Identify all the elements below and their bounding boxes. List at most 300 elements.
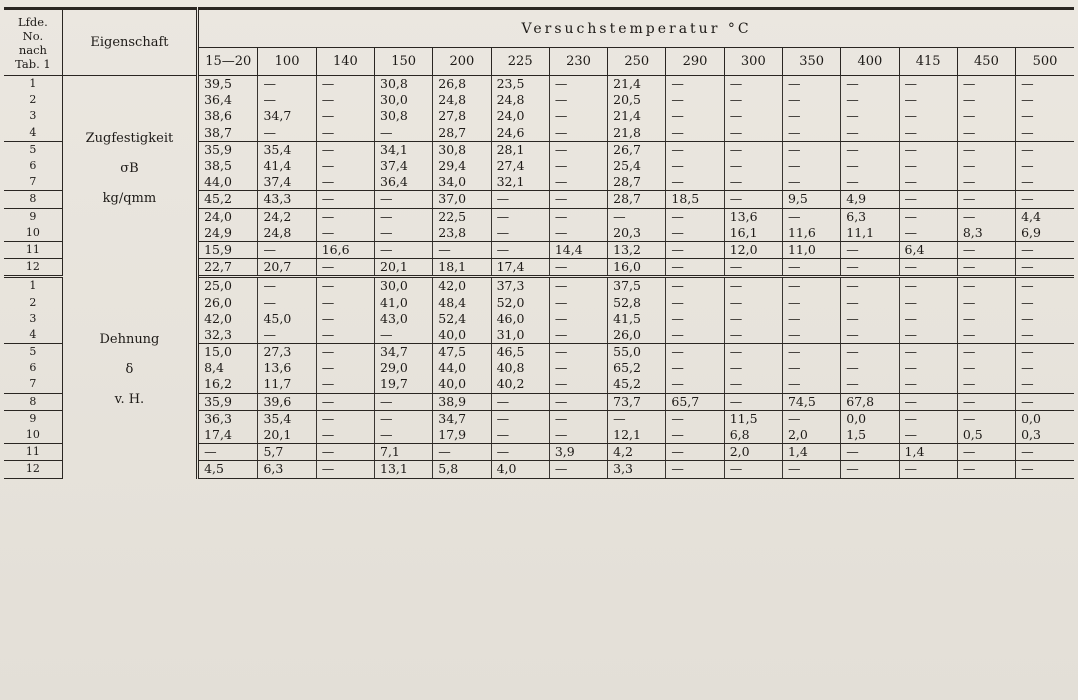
value-cell: — [841,92,899,108]
value-cell: — [782,141,840,158]
value-cell: — [841,344,899,361]
value-cell: — [724,461,782,478]
value-cell: — [782,92,840,108]
value-cell: — [957,461,1015,478]
row-number: 8 [4,191,62,208]
value-cell: 0,0 [841,410,899,427]
value-cell: 1,4 [899,444,957,461]
value-cell: — [841,141,899,158]
value-cell: — [957,444,1015,461]
row-number: 3 [4,108,62,124]
value-cell: 25,4 [608,158,666,174]
value-cell: — [549,311,607,327]
value-cell: — [1016,360,1074,376]
value-cell: — [957,327,1015,344]
row-number: 11 [4,444,62,461]
value-cell: — [899,344,957,361]
value-cell: — [666,427,724,444]
value-cell: — [841,294,899,310]
value-cell: — [549,376,607,393]
temp-header: 400 [841,48,899,76]
value-cell: 34,0 [433,174,491,191]
value-cell: — [841,259,899,277]
value-cell: 35,9 [198,393,258,410]
value-cell: — [841,125,899,142]
value-cell: — [666,259,724,277]
value-cell: — [549,461,607,478]
row-number: 7 [4,174,62,191]
value-cell: 6,3 [258,461,316,478]
value-cell: 35,4 [258,410,316,427]
value-cell: 23,8 [433,225,491,242]
value-cell: — [549,208,607,225]
table-row [4,76,1074,93]
value-cell: — [957,360,1015,376]
value-cell: — [957,141,1015,158]
value-cell: — [666,344,724,361]
value-cell: — [666,174,724,191]
value-cell: — [957,311,1015,327]
value-cell: — [491,191,549,208]
row-number: 12 [4,461,62,478]
value-cell: 48,4 [433,294,491,310]
value-cell: — [316,410,374,427]
value-cell: — [549,158,607,174]
value-cell: 40,8 [491,360,549,376]
value-cell: — [724,108,782,124]
value-cell: 21,4 [608,108,666,124]
value-cell: 24,2 [258,208,316,225]
row-number: 6 [4,360,62,376]
value-cell: — [316,259,374,277]
value-cell: 11,7 [258,376,316,393]
value-cell: — [316,141,374,158]
value-cell: 31,0 [491,327,549,344]
value-cell: 6,8 [724,427,782,444]
value-cell: 73,7 [608,393,666,410]
value-cell: 5,7 [258,444,316,461]
value-cell: 22,7 [198,259,258,277]
value-cell: — [316,376,374,393]
value-cell: — [549,125,607,142]
value-cell: 35,9 [204,141,232,157]
value-cell: — [258,76,316,93]
value-cell: — [375,191,433,208]
value-cell: 2,0 [782,427,840,444]
value-cell: 41,0 [375,294,433,310]
value-cell: — [549,393,607,410]
value-cell: 52,0 [491,294,549,310]
value-cell: — [666,311,724,327]
value-cell: — [782,76,840,93]
value-cell: 45,2 [198,191,258,208]
value-cell: — [957,108,1015,124]
value-cell: 17,4 [491,259,549,277]
value-cell: — [841,311,899,327]
value-cell: — [841,277,899,295]
value-cell: 13,1 [375,461,433,478]
temp-header: 15—20 [198,48,258,76]
value-cell: 25,0 [204,278,232,294]
value-cell: — [957,259,1015,277]
value-cell: — [782,461,840,478]
value-cell: — [1016,191,1074,208]
value-cell: — [782,125,840,142]
value-cell: 21,8 [608,125,666,142]
value-cell: — [724,191,782,208]
value-cell: — [375,225,433,242]
value-cell: — [666,461,724,478]
value-cell: 47,5 [433,344,491,361]
value-cell: 22,5 [433,208,491,225]
value-cell: 36,4 [375,174,433,191]
value-cell: — [491,225,549,242]
value-cell: — [258,277,316,295]
table-row [4,277,1074,295]
value-cell: — [1016,344,1074,361]
value-cell: — [841,444,899,461]
row-number: 9 [4,208,62,225]
value-cell: 24,6 [491,125,549,142]
value-cell: — [899,259,957,277]
value-cell: 34,7 [375,344,433,361]
value-cell: 20,1 [375,259,433,277]
value-cell: — [1016,444,1074,461]
value-cell: — [316,360,374,376]
value-cell: 11,6 [782,225,840,242]
value-cell: 55,0 [608,344,666,361]
temp-header: 450 [957,48,1015,76]
value-cell: 16,1 [724,225,782,242]
row-number: 5 [4,344,62,361]
value-cell: 4,2 [608,444,666,461]
value-cell: — [841,376,899,393]
value-cell: — [1016,174,1074,191]
value-cell: — [957,125,1015,142]
value-cell: 28,7 [608,174,666,191]
value-cell: — [491,208,549,225]
row-number: 5 [4,141,62,158]
value-cell: 11,1 [841,225,899,242]
value-cell: — [1016,125,1074,142]
value-cell: — [957,294,1015,310]
value-cell: — [899,208,957,225]
value-cell: 16,6 [316,241,374,258]
value-cell: 23,5 [491,76,549,93]
value-cell: 13,2 [608,241,666,258]
row-number: 4 [4,327,62,344]
temp-header: 250 [608,48,666,76]
value-cell: 26,0 [204,294,232,310]
row-number: 3 [4,311,62,327]
value-cell: — [782,294,840,310]
value-cell: — [899,410,957,427]
value-cell: 37,4 [375,158,433,174]
value-cell: — [666,327,724,344]
value-cell: 24,9 [198,225,258,242]
value-cell: 4,0 [491,461,549,478]
value-cell: — [375,208,433,225]
value-cell: — [899,141,957,158]
value-cell: — [724,344,782,361]
value-cell: 20,1 [258,427,316,444]
value-cell: 15,9 [198,241,258,258]
value-cell: — [899,225,957,242]
value-cell: 1,4 [782,444,840,461]
value-cell: 39,5 [204,76,232,92]
header-lfde-no: Lfde. No. nach Tab. 1 [4,9,62,76]
value-cell: 0,5 [957,427,1015,444]
value-cell: 38,5 [204,158,232,174]
value-cell: — [549,141,607,158]
row-number: 1 [4,76,62,93]
value-cell: — [666,294,724,310]
value-cell: 9,5 [782,191,840,208]
row-number: 7 [4,376,62,393]
value-cell: — [316,311,374,327]
value-cell: 42,0 [204,310,232,326]
value-cell: — [782,344,840,361]
row-number: 12 [4,259,62,277]
value-cell: — [433,444,491,461]
value-cell: — [957,76,1015,93]
value-cell: — [724,311,782,327]
value-cell: — [491,444,549,461]
value-cell: — [724,294,782,310]
value-cell: 11,5 [724,410,782,427]
value-cell: 21,4 [608,76,666,93]
value-cell: 34,7 [433,410,491,427]
value-cell: 67,8 [841,393,899,410]
value-cell: — [1016,277,1074,295]
value-cell: — [782,360,840,376]
test-temperature-table [4,7,1074,479]
value-cell: — [666,241,724,258]
value-cell: — [782,327,840,344]
value-cell: — [258,241,316,258]
temp-header: 290 [666,48,724,76]
value-cell: — [666,410,724,427]
value-cell: 3,3 [608,461,666,478]
value-cell: — [549,327,607,344]
value-cell: 43,3 [258,191,316,208]
value-cell: — [724,360,782,376]
value-cell: 65,7 [666,393,724,410]
value-cell: 30,0 [375,92,433,108]
value-cell: 14,4 [549,241,607,258]
value-cell: — [1016,294,1074,310]
value-cell: — [666,360,724,376]
value-cell: 26,7 [608,141,666,158]
value-cell: 18,1 [433,259,491,277]
value-cell: 1,5 [841,427,899,444]
value-cell: — [1016,92,1074,108]
value-cell: — [491,427,549,444]
value-cell: — [899,158,957,174]
value-cell: 7,1 [375,444,433,461]
value-cell: — [666,158,724,174]
value-cell: 16,2 [198,376,258,393]
value-cell: 27,4 [491,158,549,174]
value-cell: — [724,92,782,108]
property-label-line: kg/qmm [102,191,157,207]
value-cell: — [549,191,607,208]
value-cell: — [957,208,1015,225]
value-cell: — [316,277,374,295]
value-cell: 45,2 [608,376,666,393]
value-cell: — [375,427,433,444]
property-label-line: v. H. [114,392,145,408]
value-cell: 6,9 [1016,225,1074,242]
value-cell: 28,7 [433,125,491,142]
value-cell: — [549,410,607,427]
value-cell: — [957,92,1015,108]
value-cell: 27,3 [258,344,316,361]
value-cell: — [899,174,957,191]
value-cell: — [957,241,1015,258]
value-cell: 46,5 [491,344,549,361]
value-cell: 38,9 [433,393,491,410]
value-cell: 24,8 [491,92,549,108]
value-cell: — [666,225,724,242]
value-cell: — [316,225,374,242]
value-cell: — [316,76,374,93]
value-cell: — [957,158,1015,174]
value-cell: — [1016,311,1074,327]
value-cell: 36,4 [204,92,232,108]
value-cell: — [316,191,374,208]
value-cell: — [316,327,374,344]
value-cell: — [375,125,433,142]
value-cell: 38,7 [198,125,258,142]
value-cell: — [899,311,957,327]
row-number: 11 [4,241,62,258]
value-cell: — [782,376,840,393]
value-cell: — [899,92,957,108]
property-label-line: δ [125,362,134,378]
value-cell: — [724,158,782,174]
value-cell: — [724,393,782,410]
value-cell: — [198,444,258,461]
value-cell: 4,4 [1016,208,1074,225]
value-cell: — [899,76,957,93]
temp-header: 150 [375,48,433,76]
value-cell: — [666,376,724,393]
value-cell: 8,4 [204,360,224,376]
value-cell: 6,3 [841,208,899,225]
value-cell: — [1016,376,1074,393]
value-cell: — [375,327,433,344]
value-cell: — [957,277,1015,295]
value-cell: — [957,410,1015,427]
row-number: 2 [4,92,62,108]
value-cell: — [433,241,491,258]
value-cell: 34,1 [375,141,433,158]
value-cell: — [666,444,724,461]
temp-header: 100 [258,48,316,76]
value-cell: — [316,125,374,142]
value-cell: — [1016,327,1074,344]
value-cell: — [1016,76,1074,93]
value-cell: — [782,174,840,191]
value-cell: — [549,344,607,361]
value-cell: — [549,360,607,376]
value-cell: — [724,174,782,191]
value-cell: 30,8 [433,141,491,158]
value-cell: 4,5 [198,461,258,478]
value-cell: — [841,327,899,344]
value-cell: — [549,277,607,295]
value-cell: — [608,208,666,225]
value-cell: 37,0 [433,191,491,208]
value-cell: 17,9 [433,427,491,444]
value-cell: — [549,92,607,108]
value-cell: — [316,444,374,461]
value-cell: 32,3 [198,327,258,344]
value-cell: 4,9 [841,191,899,208]
row-number: 10 [4,225,62,242]
value-cell: — [899,125,957,142]
value-cell: — [782,259,840,277]
temp-header: 200 [433,48,491,76]
value-cell: — [782,277,840,295]
temp-header: 350 [782,48,840,76]
value-cell: — [782,158,840,174]
value-cell: — [724,76,782,93]
row-number: 4 [4,125,62,142]
value-cell: — [724,141,782,158]
value-cell: — [1016,158,1074,174]
row-number: 2 [4,294,62,310]
value-cell: 30,0 [375,277,433,295]
value-cell: — [899,327,957,344]
value-cell: 28,7 [608,191,666,208]
value-cell: — [375,410,433,427]
value-cell: 39,6 [258,393,316,410]
value-cell: — [841,174,899,191]
value-cell: — [957,191,1015,208]
value-cell: — [724,277,782,295]
value-cell: 12,0 [724,241,782,258]
value-cell: — [957,174,1015,191]
value-cell: 2,0 [724,444,782,461]
property-label-line: σB [120,161,139,177]
value-cell: — [841,158,899,174]
value-cell: 45,0 [258,311,316,327]
value-cell: 43,0 [375,311,433,327]
value-cell: 3,9 [549,444,607,461]
value-cell: — [899,360,957,376]
value-cell: — [1016,108,1074,124]
value-cell: — [957,393,1015,410]
value-cell: 18,5 [666,191,724,208]
value-cell: — [724,259,782,277]
value-cell: — [666,141,724,158]
value-cell: 40,2 [491,376,549,393]
value-cell: 20,3 [608,225,666,242]
value-cell: — [491,393,549,410]
value-cell: 52,4 [433,311,491,327]
value-cell: — [666,76,724,93]
value-cell: 34,7 [258,108,316,124]
row-number: 9 [4,410,62,427]
value-cell: 8,3 [957,225,1015,242]
value-cell: 29,4 [433,158,491,174]
property-label-line: Zugfestigkeit [85,131,174,147]
value-cell: — [957,376,1015,393]
row-number: 6 [4,158,62,174]
value-cell: — [899,191,957,208]
